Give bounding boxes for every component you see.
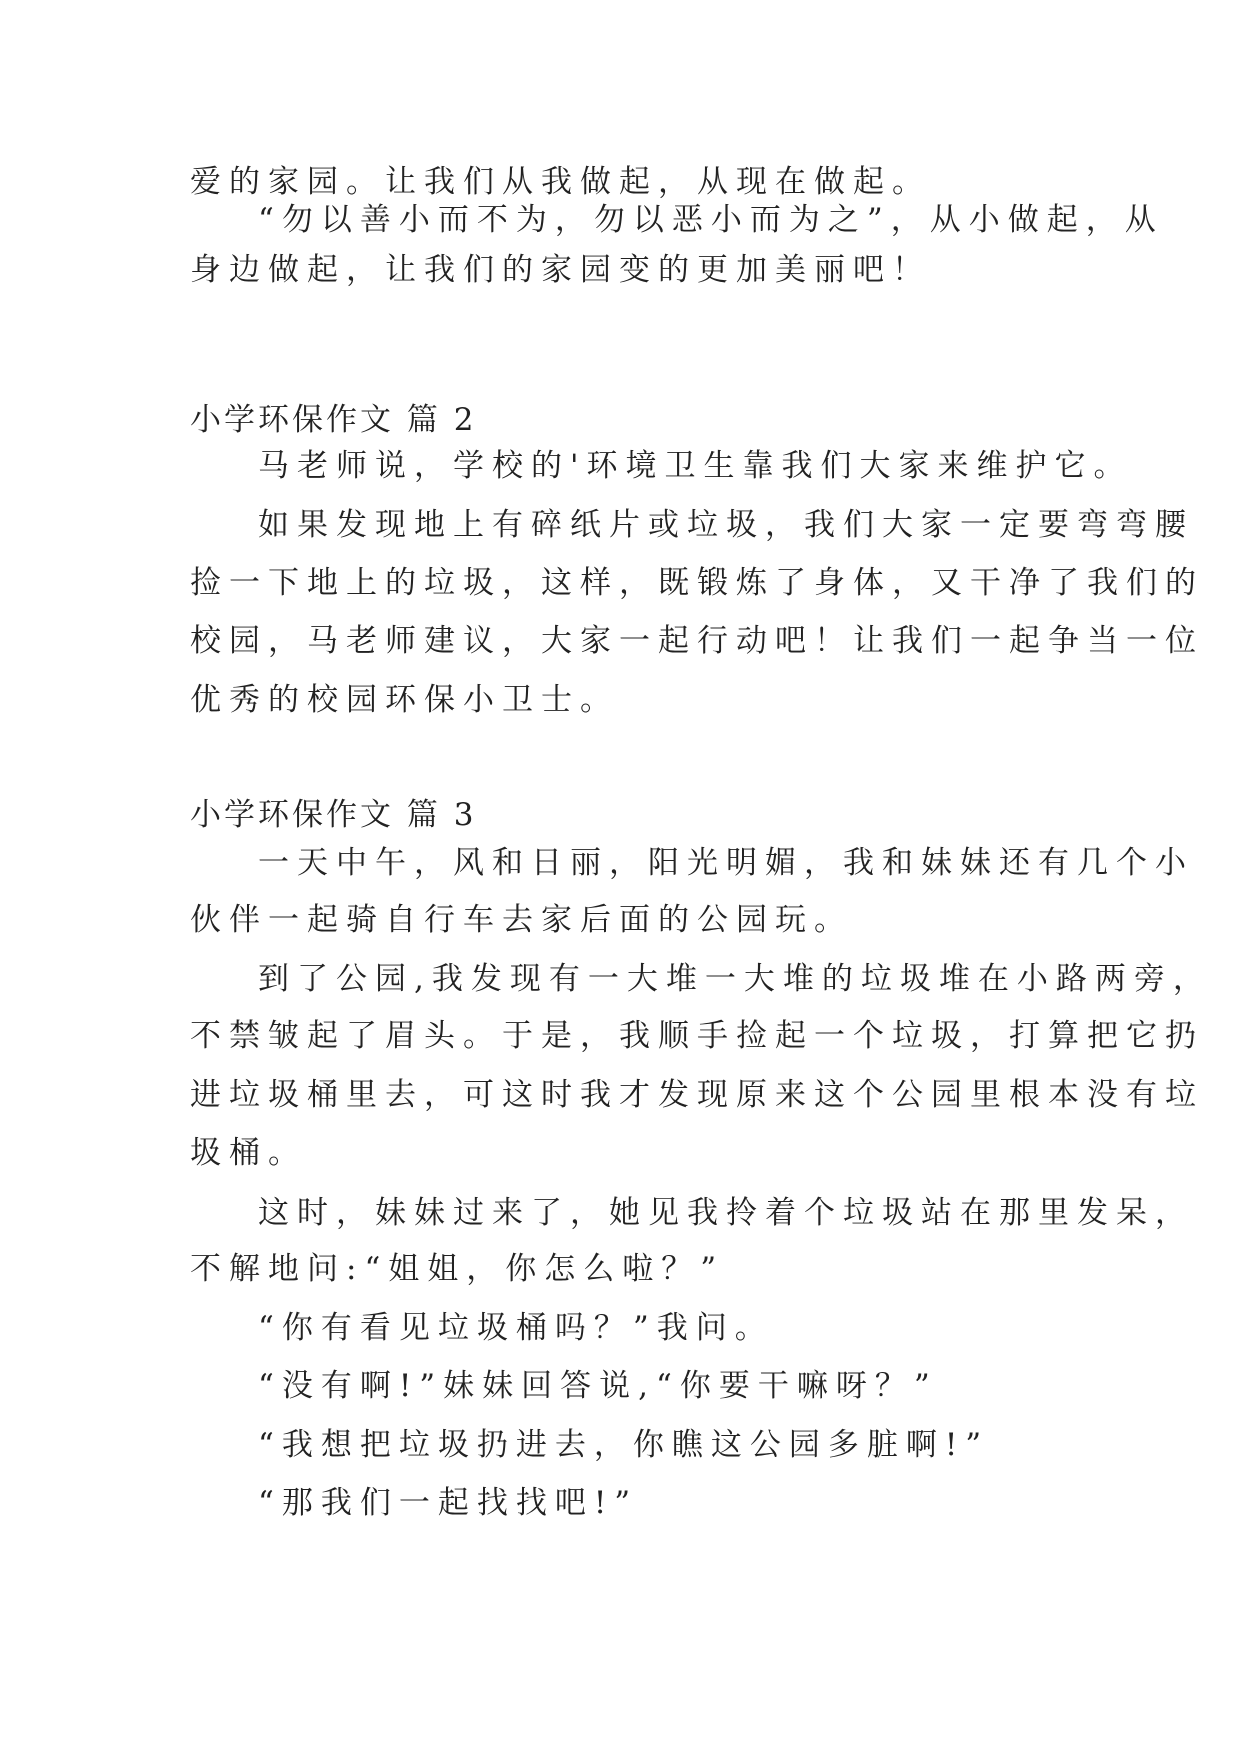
- text-line: “没有啊!”妹妹回答说,“你要干嘛呀？”: [258, 1368, 938, 1404]
- text-line: 到了公园,我发现有一大堆一大堆的垃圾堆在小路两旁，: [258, 961, 1212, 997]
- text-line: 圾桶。: [190, 1135, 307, 1171]
- text-line: 马老师说，学校的'环境卫生靠我们大家来维护它。: [258, 448, 1133, 484]
- text-line: “你有看见垃圾桶吗？”我问。: [258, 1310, 774, 1346]
- text-line: 身边做起，让我们的家园变的更加美丽吧！: [190, 252, 931, 288]
- text-line: “我想把垃圾扔进去，你瞧这公园多脏啊!”: [258, 1427, 990, 1463]
- section-heading: 小学环保作文 篇 2: [190, 402, 477, 438]
- text-line: 不禁皱起了眉头。于是，我顺手捡起一个垃圾，打算把它扔: [190, 1018, 1204, 1054]
- text-line: 这时，妹妹过来了，她见我拎着个垃圾站在那里发呆，: [258, 1195, 1194, 1231]
- section-heading: 小学环保作文 篇 3: [190, 797, 477, 833]
- text-line: 如果发现地上有碎纸片或垃圾，我们大家一定要弯弯腰: [258, 507, 1194, 543]
- text-line: 校园，马老师建议，大家一起行动吧！让我们一起争当一位: [190, 623, 1204, 659]
- text-line: 伙伴一起骑自行车去家后面的公园玩。: [190, 902, 853, 938]
- text-line: 不解地问:“姐姐，你怎么啦？”: [190, 1251, 725, 1287]
- text-line: “勿以善小而不为，勿以恶小而为之”，从小做起，从: [258, 202, 1164, 238]
- text-line: 进垃圾桶里去，可这时我才发现原来这个公园里根本没有垃: [190, 1077, 1204, 1113]
- text-line: 一天中午，风和日丽，阳光明媚，我和妹妹还有几个小: [258, 845, 1194, 881]
- text-line: “那我们一起找找吧!”: [258, 1485, 639, 1521]
- text-line: 捡一下地上的垃圾，这样，既锻炼了身体，又干净了我们的: [190, 565, 1204, 601]
- text-line: 优秀的校园环保小卫士。: [190, 682, 619, 718]
- text-line: 爱的家园。让我们从我做起，从现在做起。: [190, 164, 931, 200]
